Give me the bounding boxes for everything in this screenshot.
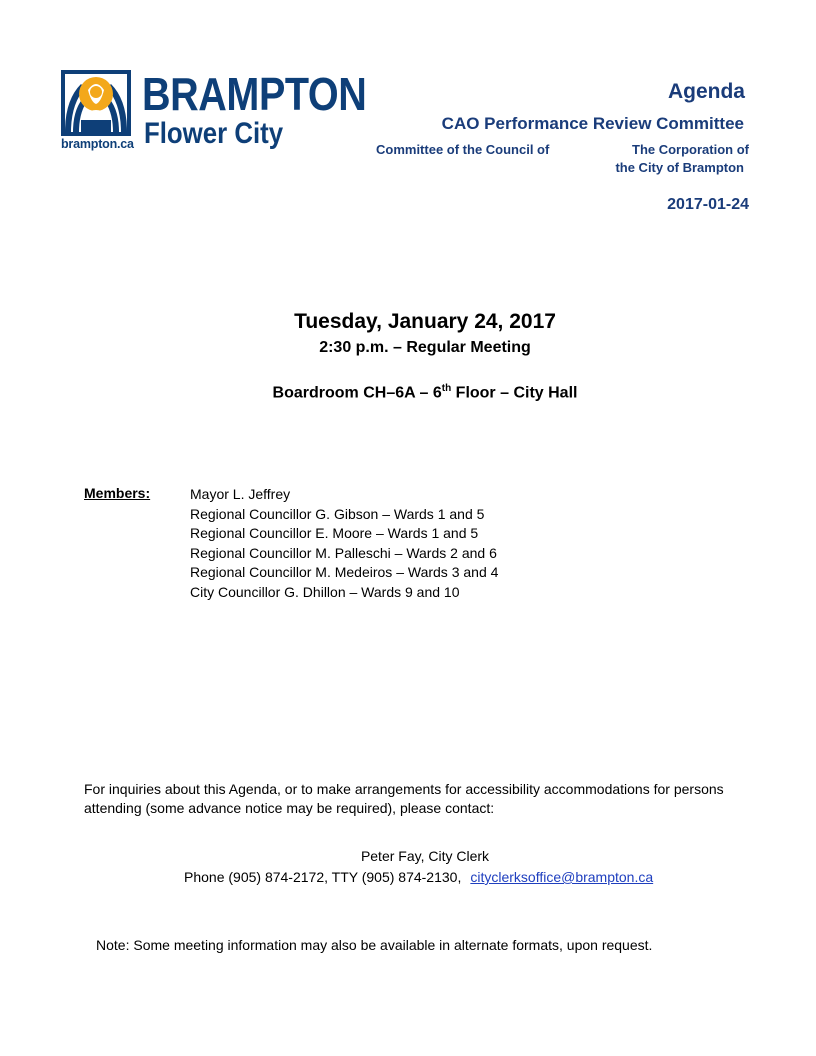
email-link[interactable]: cityclerksoffice@brampton.ca — [470, 869, 654, 885]
meeting-date: Tuesday, January 24, 2017 — [294, 310, 556, 333]
phone-text: Phone (905) 874-2172, TTY (905) 874-2130, — [184, 869, 462, 885]
committee-name: CAO Performance Review Committee — [441, 114, 744, 133]
members-label: Members: — [84, 485, 151, 501]
alternate-formats-note: Note: Some meeting information may also be available in alternate formats, upon request. — [96, 937, 653, 953]
member-item: Regional Councillor M. Medeiros – Wards 3 and 4 — [190, 564, 499, 580]
phone-line — [184, 869, 653, 885]
council-line: Committee of the Council of — [376, 142, 550, 157]
members-list — [190, 485, 498, 602]
room-suffix: Floor – City Hall — [451, 384, 578, 402]
member-item: Regional Councillor G. Gibson – Wards 1 and 5 — [190, 505, 485, 522]
member-item: Regional Councillor E. Moore – Wards 1 and 5 — [190, 525, 479, 541]
logo-url: brampton.ca — [61, 137, 134, 151]
brampton-logo — [61, 68, 367, 162]
agenda-date: 2017-01-24 — [667, 196, 749, 213]
meeting-time: 2:30 p.m. – Regular Meeting — [319, 339, 531, 356]
brampton-flower-logo-icon — [61, 70, 131, 136]
inquiry-text: For inquiries about this Agenda, or to make arrangements for accessibility accommodations for persons attending (some advance notice may be required), please contact: — [84, 781, 724, 816]
member-item: Regional Councillor M. Palleschi – Wards 2 and 6 — [190, 544, 497, 561]
member-item: Mayor L. Jeffrey — [190, 486, 291, 502]
logo-wordmark: BRAMPTON — [142, 68, 367, 120]
meeting-room — [0, 383, 816, 402]
corporation-line-2: the City of Brampton — [615, 160, 744, 175]
room-superscript: th — [441, 383, 452, 394]
clerk-name: Peter Fay, City Clerk — [360, 848, 490, 864]
document-title: Agenda — [667, 80, 745, 103]
logo-tagline: Flower City — [144, 117, 284, 150]
member-item: City Councillor G. Dhillon – Wards 9 and 10 — [190, 583, 460, 600]
room-prefix: Boardroom CH–6A – 6 — [272, 384, 442, 402]
corporation-line-1: The Corporation of — [632, 142, 749, 157]
